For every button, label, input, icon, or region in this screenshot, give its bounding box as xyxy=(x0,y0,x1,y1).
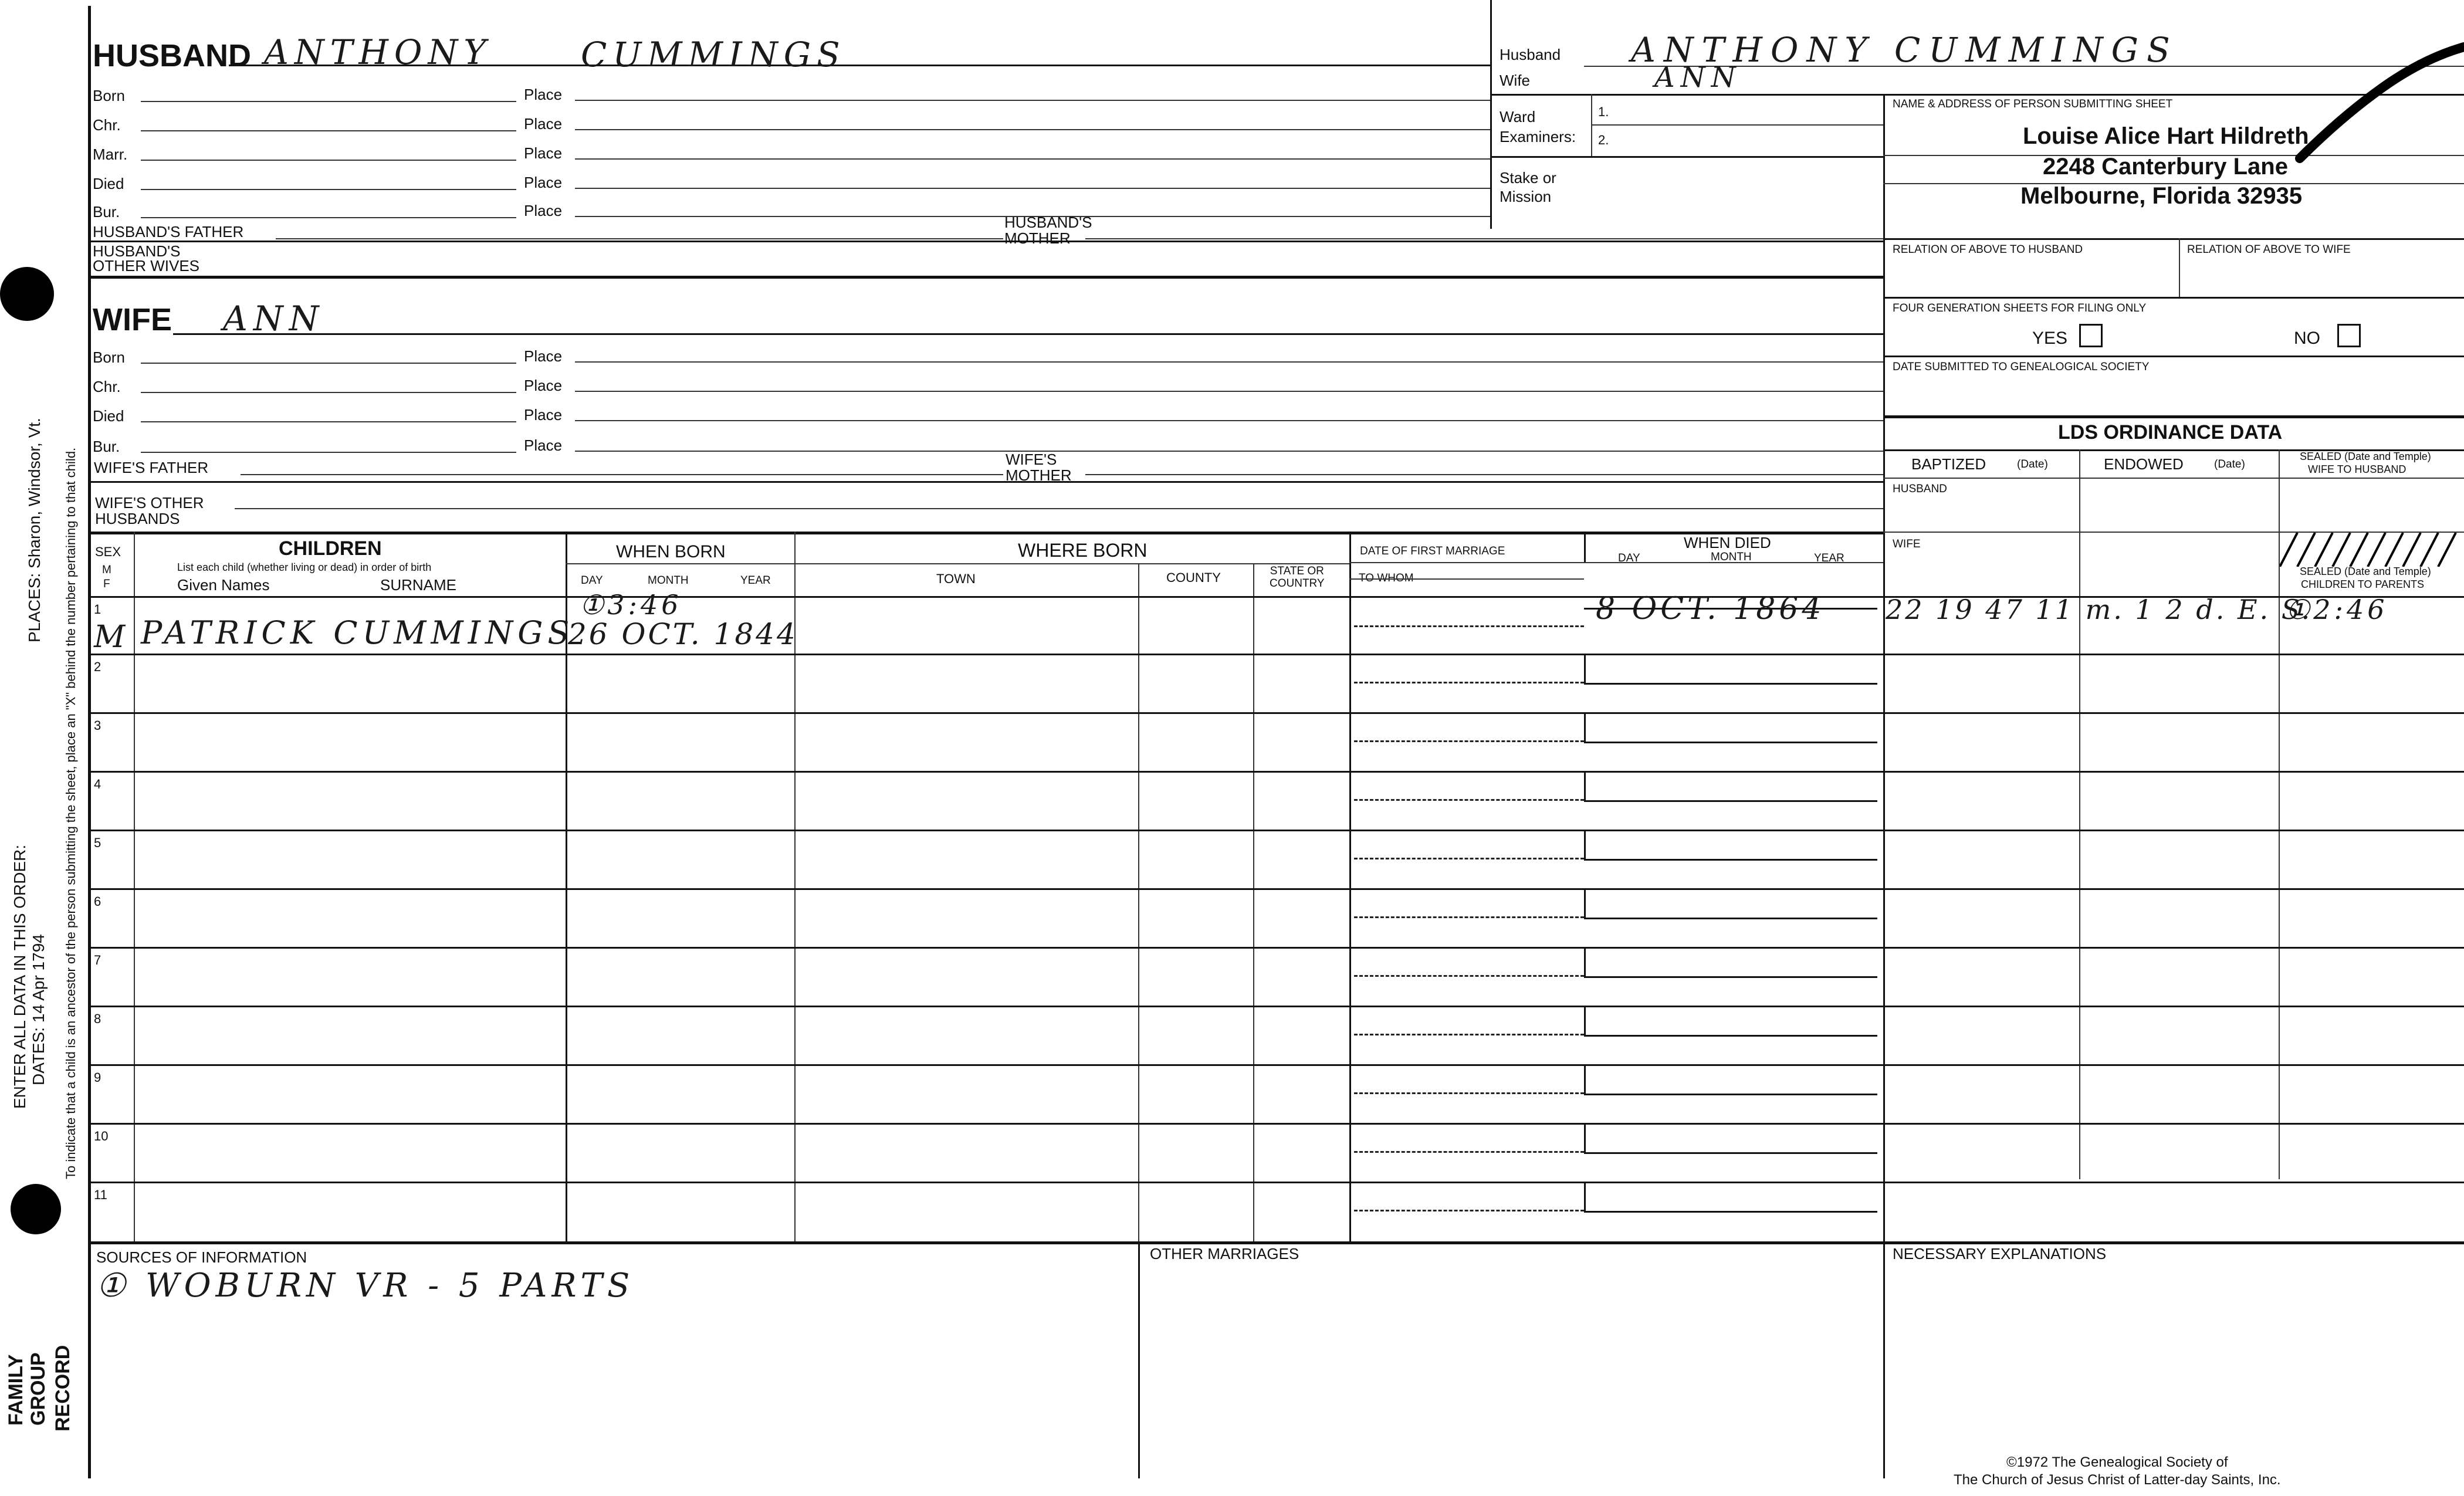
wife-died-label: Died xyxy=(93,407,124,425)
sex-f-header: F xyxy=(103,578,110,590)
sources-label: SOURCES OF INFORMATION xyxy=(96,1248,307,1266)
children-header: CHILDREN xyxy=(279,537,382,560)
husband-mother-label: HUSBAND'S MOTHER xyxy=(1004,214,1092,248)
husband-born-place-label: Place xyxy=(524,86,563,103)
to-whom-header: TO WHOM xyxy=(1359,572,1414,584)
form-left-border xyxy=(88,6,91,1478)
husband-given-name[interactable]: ANTHONY xyxy=(264,32,492,72)
mission-label: Mission xyxy=(1500,188,1552,205)
wife-sealed-hatch xyxy=(2280,533,2464,567)
relation-wife-label: RELATION OF ABOVE TO WIFE xyxy=(2187,243,2351,256)
wife-died-place-label: Place xyxy=(524,406,563,424)
yes-checkbox[interactable] xyxy=(2079,324,2103,347)
children-list-note: List each child (whether living or dead) in order of birth xyxy=(177,561,432,573)
sources-value[interactable]: ① WOBURN VR - 5 PARTS xyxy=(96,1267,635,1305)
submitter-city: Melbourne, Florida 32935 xyxy=(2020,183,2303,209)
signature-mark xyxy=(2288,23,2464,164)
endowed-date-label: (Date) xyxy=(2214,458,2245,471)
wife-born-place-label: Place xyxy=(524,347,563,365)
form-name-line2: GROUP xyxy=(27,1352,49,1426)
child-born-date[interactable]: 26 OCT. 1844 xyxy=(568,617,798,651)
binder-hole-bottom xyxy=(11,1184,61,1234)
header-wife-name[interactable]: ANN xyxy=(1654,61,1742,94)
town-header: TOWN xyxy=(936,571,976,586)
husband-died-place-label: Place xyxy=(524,174,563,191)
husband-father-label: HUSBAND'S FATHER xyxy=(93,223,244,241)
header-divider xyxy=(1490,0,1492,229)
other-marriages-label: OTHER MARRIAGES xyxy=(1150,1245,1299,1263)
born-month-header: MONTH xyxy=(648,574,689,587)
submitter-name: Louise Alice Hart Hildreth xyxy=(2023,123,2309,149)
stake-label: Stake or xyxy=(1500,169,1556,187)
row-number: 4 xyxy=(94,777,101,791)
submitter-label: NAME & ADDRESS OF PERSON SUBMITTING SHEET xyxy=(1893,98,2173,110)
husband-heading: HUSBAND xyxy=(93,38,251,73)
row-number: 1 xyxy=(94,602,101,617)
dates-order-note: DATES: 14 Apr 1794 xyxy=(29,934,48,1085)
state-header: STATE OR COUNTRY xyxy=(1270,565,1325,590)
binder-hole-top xyxy=(0,267,54,321)
husband-born-label: Born xyxy=(93,87,125,104)
child-born-source[interactable]: ①3:46 xyxy=(580,589,682,621)
when-died-header: WHEN DIED xyxy=(1684,534,1771,551)
surname-header: SURNAME xyxy=(380,576,457,594)
form-name-line1: FAMILY xyxy=(5,1354,27,1426)
row-number: 3 xyxy=(94,718,101,733)
child-sex[interactable]: M xyxy=(94,620,131,655)
sex-header: SEX xyxy=(95,544,121,559)
husband-died-label: Died xyxy=(93,175,124,192)
child-ordinance-dates[interactable]: 22 19 47 11 m. 1 2 d. E. S. xyxy=(1886,594,2313,625)
husband-marr-place-label: Place xyxy=(524,144,563,162)
lds-husband-label: HUSBAND xyxy=(1893,483,1947,495)
husband-marr-label: Marr. xyxy=(93,145,128,163)
died-year-header: YEAR xyxy=(1814,552,1844,564)
examiner-2: 2. xyxy=(1598,133,1609,147)
lds-wife-label: WIFE xyxy=(1893,538,1921,550)
husband-surname[interactable]: CUMMINGS xyxy=(581,35,846,75)
endowed-label: ENDOWED xyxy=(2104,455,2184,473)
date-submitted-label: DATE SUBMITTED TO GENEALOGICAL SOCIETY xyxy=(1893,361,2150,373)
row-number: 9 xyxy=(94,1070,101,1085)
ancestor-instruction: To indicate that a child is an ancestor of the person submitting the sheet, place an "X" behind the number pertaining to that child. xyxy=(63,447,78,1179)
places-order-note: PLACES: Sharon, Windsor, Vt. xyxy=(25,418,43,642)
ward-label: Ward xyxy=(1500,108,1536,126)
died-month-header: MONTH xyxy=(1711,551,1752,563)
relation-husband-label: RELATION OF ABOVE TO HUSBAND xyxy=(1893,243,2083,256)
submitter-street: 2248 Canterbury Lane xyxy=(2043,154,2288,180)
where-born-header: WHERE BORN xyxy=(1018,540,1148,561)
husband-chr-place-label: Place xyxy=(524,115,563,133)
wife-mother-label: WIFE'S MOTHER xyxy=(1006,451,1072,485)
examiners-label: Examiners: xyxy=(1500,128,1576,145)
row-number: 10 xyxy=(94,1129,109,1143)
no-label: NO xyxy=(2294,329,2320,348)
sealed-cp-label: SEALED (Date and Temple) CHILDREN TO PARENTS xyxy=(2300,566,2431,590)
examiner-1: 1. xyxy=(1598,104,1609,119)
no-checkbox[interactable] xyxy=(2337,324,2361,347)
baptized-date-label: (Date) xyxy=(2017,458,2048,471)
form-name-line3: RECORD xyxy=(52,1345,74,1431)
born-day-header: DAY xyxy=(581,574,603,587)
row-number: 5 xyxy=(94,835,101,850)
child-sealed-date[interactable]: ①2:46 xyxy=(2286,594,2388,625)
wife-born-label: Born xyxy=(93,348,125,366)
child-name[interactable]: PATRICK CUMMINGS xyxy=(141,614,574,651)
husband-other-wives-label: HUSBAND'S OTHER WIVES xyxy=(93,242,200,275)
wife-other-husbands-label: WIFE'S OTHER HUSBANDS xyxy=(95,494,204,528)
sex-m-header: M xyxy=(102,564,111,576)
county-header: COUNTY xyxy=(1166,570,1221,585)
wife-father-label: WIFE'S FATHER xyxy=(94,459,209,476)
sealed-wh-label: SEALED (Date and Temple) WIFE TO HUSBAND xyxy=(2300,451,2431,475)
wife-chr-label: Chr. xyxy=(93,378,121,395)
wife-given-name[interactable]: ANN xyxy=(223,299,325,339)
yes-label: YES xyxy=(2032,329,2068,348)
given-names-header: Given Names xyxy=(177,576,270,594)
header-husband-label: Husband xyxy=(1500,46,1561,63)
baptized-label: BAPTIZED xyxy=(1911,455,1986,473)
husband-bur-label: Bur. xyxy=(93,203,120,221)
row-number: 6 xyxy=(94,894,101,909)
row-number: 11 xyxy=(94,1187,107,1202)
child-died-date[interactable]: 8 OCT. 1864 xyxy=(1596,591,1825,627)
row-number: 7 xyxy=(94,953,101,967)
enter-data-order: ENTER ALL DATA IN THIS ORDER: xyxy=(11,844,29,1109)
four-gen-label: FOUR GENERATION SHEETS FOR FILING ONLY xyxy=(1893,302,2147,314)
row-number: 2 xyxy=(94,659,101,674)
row-number: 8 xyxy=(94,1011,101,1026)
husband-chr-label: Chr. xyxy=(93,116,121,134)
copyright: ©1972 The Genealogical Society of The Church of Jesus Christ of Latter-day Saints, Inc. xyxy=(1954,1454,2281,1488)
when-born-header: WHEN BORN xyxy=(616,542,726,561)
wife-heading: WIFE xyxy=(93,302,172,337)
died-day-header: DAY xyxy=(1618,552,1640,564)
header-husband-name[interactable]: ANTHONY CUMMINGS xyxy=(1631,30,2178,70)
born-year-header: YEAR xyxy=(740,574,771,587)
husband-bur-place-label: Place xyxy=(524,202,563,219)
wife-chr-place-label: Place xyxy=(524,377,563,394)
explanations-label: NECESSARY EXPLANATIONS xyxy=(1893,1245,2107,1263)
wife-bur-place-label: Place xyxy=(524,436,563,454)
wife-bur-label: Bur. xyxy=(93,438,120,455)
lds-title: LDS ORDINANCE DATA xyxy=(2058,421,2283,444)
header-wife-label: Wife xyxy=(1500,72,1530,89)
first-marriage-header: DATE OF FIRST MARRIAGE xyxy=(1360,545,1505,557)
